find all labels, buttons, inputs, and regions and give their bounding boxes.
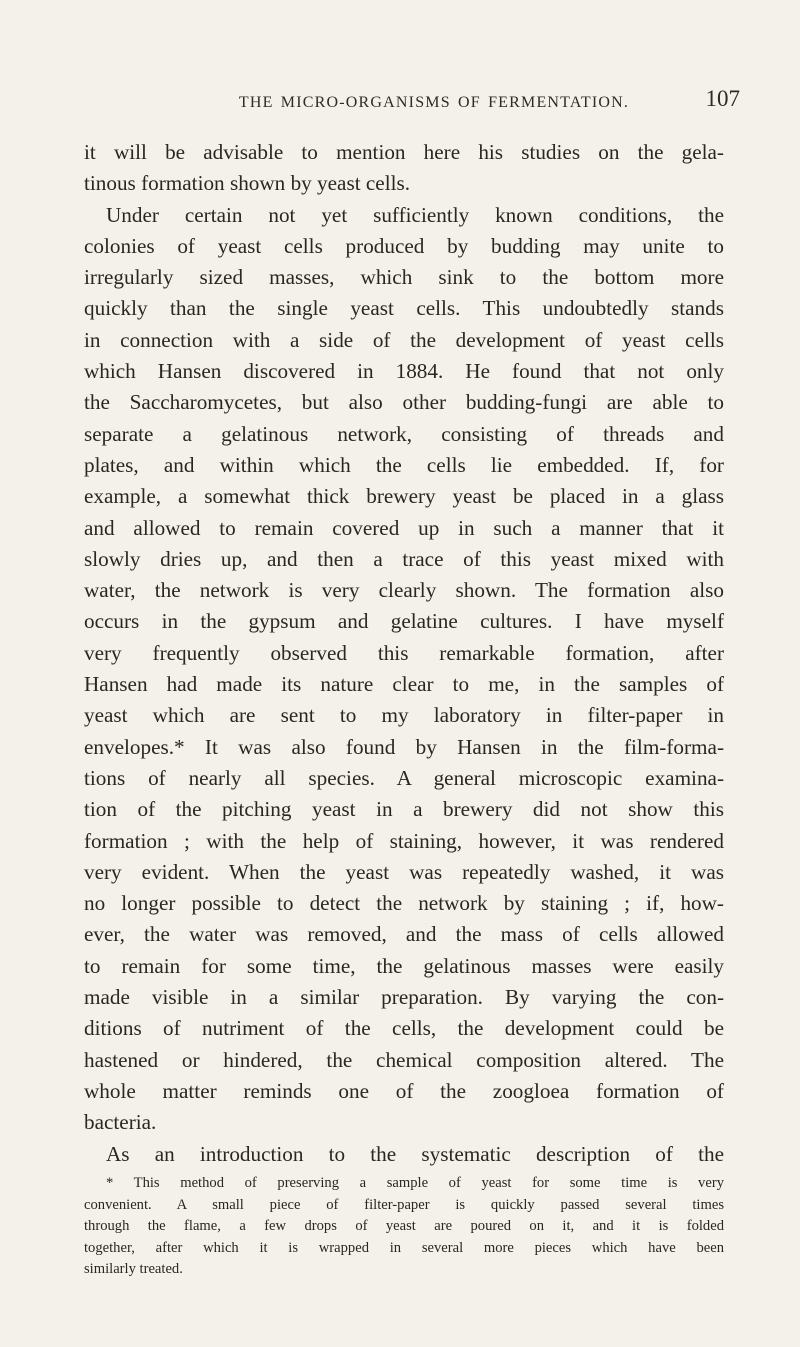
body-line: formation ; with the help of staining, however, it was rendered	[84, 828, 724, 853]
footnote-line: together, after which it is wrapped in several more pieces which have been	[84, 1239, 724, 1256]
body-line: no longer possible to detect the network by staining ; if, how-	[84, 891, 724, 916]
body-line: tion of the pitching yeast in a brewery did not show this	[84, 797, 724, 822]
body-line: and allowed to remain covered up in such a manner that it	[84, 515, 724, 540]
body-line: in connection with a side of the development of yeast cells	[84, 327, 724, 352]
body-line: irregularly sized masses, which sink to the bottom more	[84, 265, 724, 290]
body-line: colonies of yeast cells produced by budding may unite to	[84, 233, 724, 258]
body-line: example, a somewhat thick brewery yeast be placed in a glass	[84, 484, 724, 509]
body-line: very evident. When the yeast was repeatedly washed, it was	[84, 859, 724, 884]
body-line: hastened or hindered, the chemical composition altered. The	[84, 1047, 724, 1072]
body-line: ever, the water was removed, and the mass of cells allowed	[84, 922, 724, 947]
body-line: it will be advisable to mention here his studies on the gela-	[84, 140, 724, 164]
body-line: to remain for some time, the gelatinous masses were easily	[84, 953, 724, 978]
body-line: very frequently observed this remarkable formation, after	[84, 640, 724, 665]
footnote-line: * This method of preserving a sample of yeast for some time is very	[106, 1175, 724, 1191]
page-number: 107	[705, 86, 740, 111]
footnote-line: similarly treated.	[84, 1261, 183, 1278]
body-line: yeast which are sent to my laboratory in filter-paper in	[84, 703, 724, 728]
body-line: quickly than the single yeast cells. This undoubtedly stands	[84, 296, 724, 321]
body-line: As an introduction to the systematic description of the	[106, 1141, 724, 1166]
body-line: Under certain not yet sufficiently known conditions, the	[106, 202, 724, 227]
body-line: Hansen had made its nature clear to me, in the samples of	[84, 672, 724, 697]
body-line: made visible in a similar preparation. By varying the con-	[84, 985, 724, 1010]
body-line: ditions of nutriment of the cells, the development could be	[84, 1016, 724, 1041]
body-line: which Hansen discovered in 1884. He found that not only	[84, 359, 724, 384]
body-line: occurs in the gypsum and gelatine cultures. I have myself	[84, 609, 724, 634]
body-line: tinous formation shown by yeast cells.	[84, 171, 411, 196]
body-line: tions of nearly all species. A general microscopic examina-	[84, 765, 724, 790]
body-line: water, the network is very clearly shown. The formation also	[84, 578, 724, 603]
body-line: the Saccharomycetes, but also other budding-fungi are able to	[84, 390, 724, 415]
body-line: separate a gelatinous network, consisting of threads and	[84, 421, 724, 446]
footnote-line: through the flame, a few drops of yeast are poured on it, and it is folded	[84, 1218, 724, 1235]
body-line: envelopes.* It was also found by Hansen in the film-forma-	[84, 734, 724, 759]
footnote-line: convenient. A small piece of filter-paper is quickly passed several times	[84, 1196, 724, 1213]
body-line: whole matter reminds one of the zoogloea formation of	[84, 1078, 724, 1103]
body-line: bacteria.	[84, 1110, 157, 1135]
footnote	[84, 1173, 724, 1281]
body-line: slowly dries up, and then a trace of this yeast mixed with	[84, 546, 724, 571]
body-text	[84, 137, 724, 1170]
running-head: THE MICRO-ORGANISMS OF FERMENTATION.	[238, 94, 630, 111]
body-line: plates, and within which the cells lie embedded. If, for	[84, 452, 724, 477]
